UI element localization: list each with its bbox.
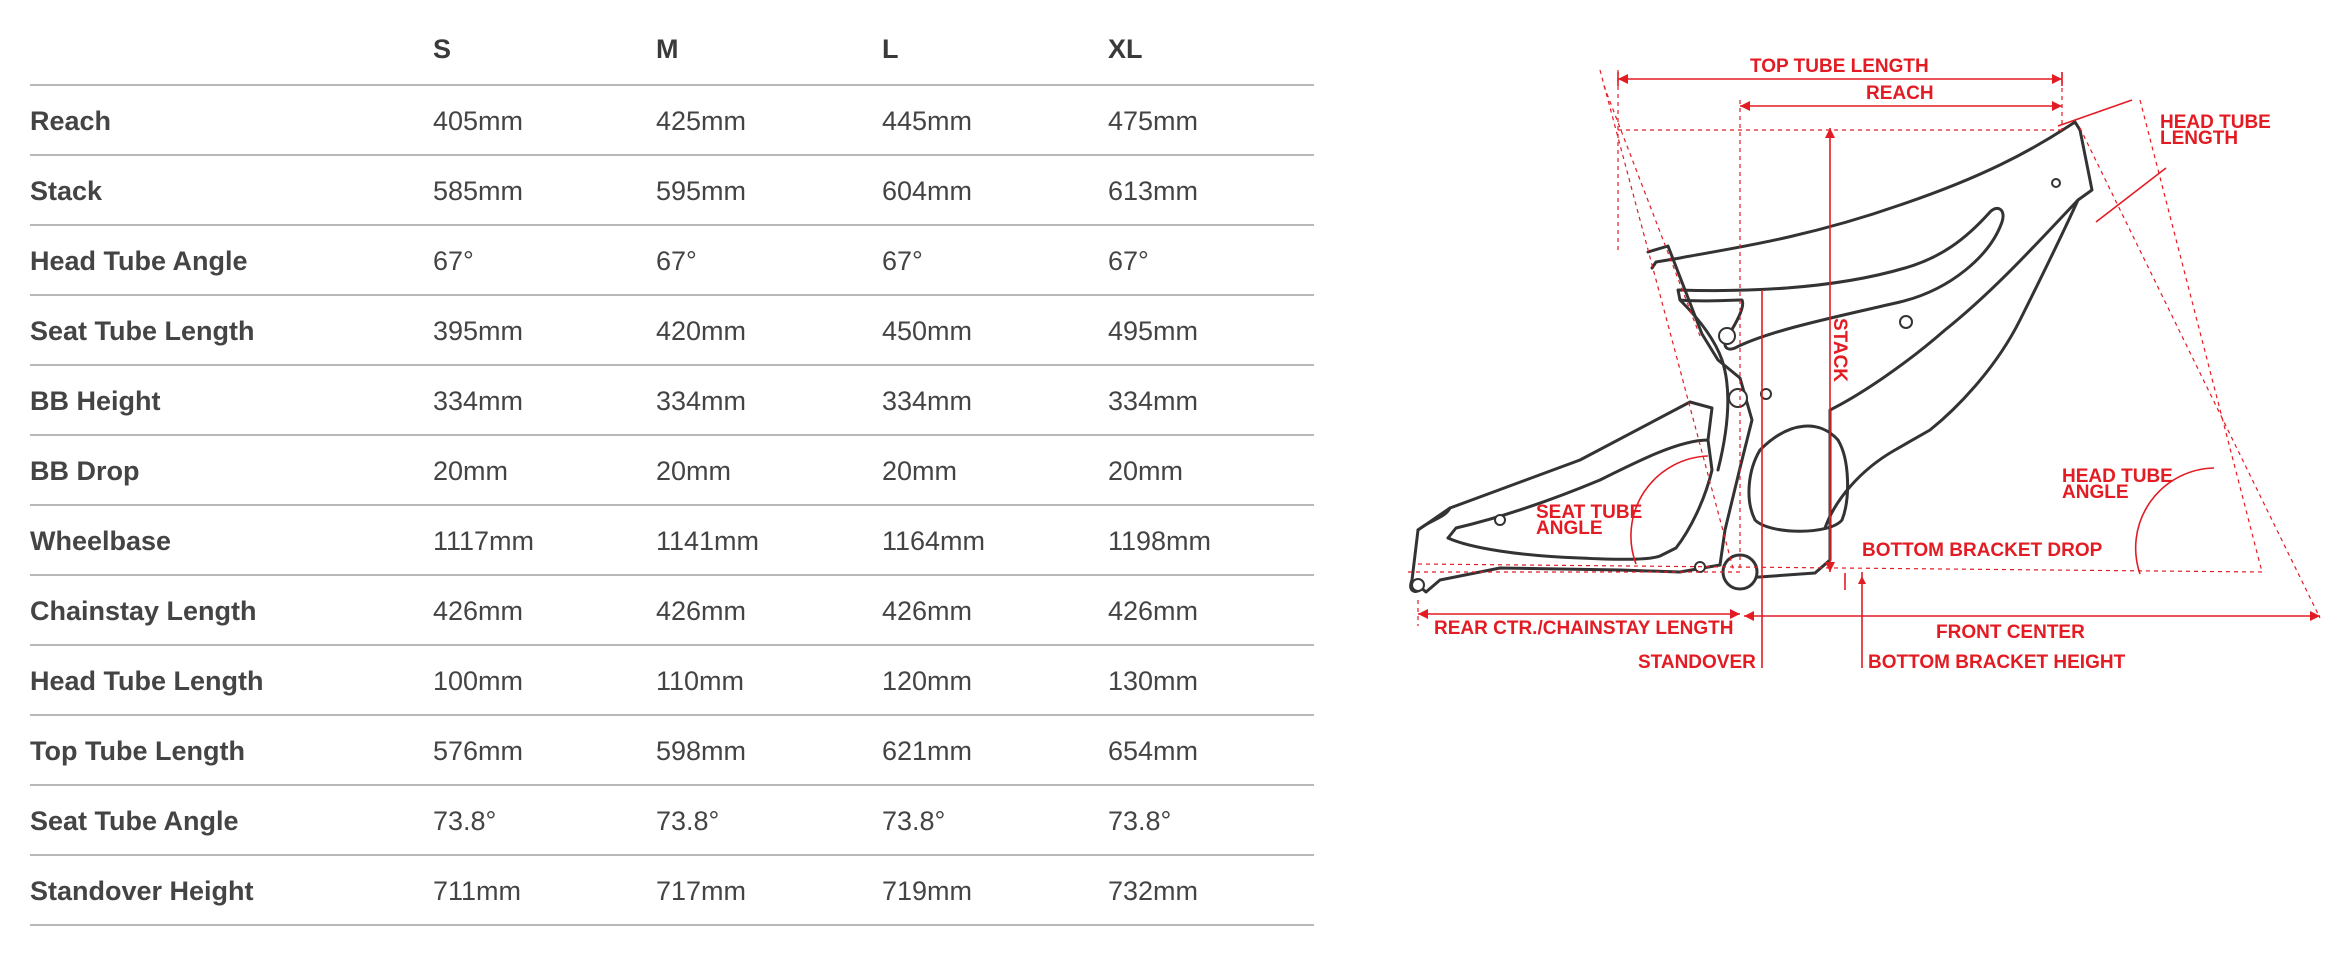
table-cell: 395mm <box>433 316 524 346</box>
table-cell: 426mm <box>1108 596 1199 626</box>
rear-axle <box>1412 579 1424 591</box>
table-cell: 717mm <box>656 876 747 906</box>
table-cell: 67° <box>1108 246 1149 276</box>
row-label: Standover Height <box>30 876 254 906</box>
table-cell: 73.8° <box>1108 806 1172 836</box>
table-cell: 334mm <box>882 386 973 416</box>
table-cell: 450mm <box>882 316 973 346</box>
bottle-boss <box>1900 316 1912 328</box>
row-label: Reach <box>30 106 112 136</box>
chain-stay-inner <box>1448 440 1712 559</box>
table-row <box>30 576 1314 646</box>
seat-tube-angle-arc <box>1631 456 1708 564</box>
row-label: Seat Tube Length <box>30 316 255 346</box>
table-cell: 426mm <box>882 596 973 626</box>
label-head-tube-angle-1: HEAD TUBE <box>2062 466 2173 487</box>
frame-geometry-diagram <box>1396 0 2336 700</box>
table-cell: 67° <box>882 246 923 276</box>
table-cell: 732mm <box>1108 876 1199 906</box>
row-label: Stack <box>30 176 103 206</box>
table-cell: 120mm <box>882 666 973 696</box>
row-label: Top Tube Length <box>30 736 245 766</box>
table-cell: 73.8° <box>656 806 720 836</box>
row-label: Head Tube Angle <box>30 246 248 276</box>
label-stack: STACK <box>1829 318 1850 383</box>
size-header-m: M <box>656 34 679 64</box>
table-row <box>30 716 1314 786</box>
table-cell: 334mm <box>433 386 524 416</box>
down-tube <box>1825 200 2078 528</box>
table-cell: 334mm <box>656 386 747 416</box>
table-cell: 711mm <box>433 876 522 906</box>
table-cell: 445mm <box>882 106 973 136</box>
table-row <box>30 856 1314 926</box>
label-bottom-bracket-drop: BOTTOM BRACKET DROP <box>1862 540 2103 561</box>
table-row <box>30 646 1314 716</box>
table-cell: 73.8° <box>882 806 946 836</box>
table-cell: 420mm <box>656 316 747 346</box>
table-row <box>30 226 1314 296</box>
table-cell: 425mm <box>656 106 747 136</box>
table-header <box>30 0 1314 86</box>
bike-frame-outline <box>1411 122 2092 592</box>
pivot-points <box>1412 179 2060 591</box>
table-cell: 67° <box>656 246 697 276</box>
table-cell: 654mm <box>1108 736 1199 766</box>
row-label: Wheelbase <box>30 526 172 556</box>
pivot-link <box>1729 389 1747 407</box>
label-head-tube-angle-2: ANGLE <box>2062 482 2129 503</box>
table-cell: 585mm <box>433 176 524 206</box>
row-label: Chainstay Length <box>30 596 257 626</box>
label-front-center: FRONT CENTER <box>1936 622 2085 643</box>
table-row <box>30 156 1314 226</box>
table-cell: 604mm <box>882 176 973 206</box>
table-cell: 20mm <box>433 456 509 486</box>
table-cell: 475mm <box>1108 106 1199 136</box>
table-cell: 426mm <box>433 596 524 626</box>
table-row <box>30 86 1314 156</box>
size-header-s: S <box>433 34 452 64</box>
table-cell: 621mm <box>882 736 973 766</box>
table-cell: 334mm <box>1108 386 1199 416</box>
size-header-xl: XL <box>1108 34 1143 64</box>
table-cell: 598mm <box>656 736 747 766</box>
dimension-lines <box>1418 72 2320 668</box>
label-top-tube-length: TOP TUBE LENGTH <box>1750 56 1929 77</box>
table-row <box>30 296 1314 366</box>
row-label: Seat Tube Angle <box>30 806 239 836</box>
table-cell: 1198mm <box>1108 526 1212 556</box>
lower-front-window <box>1749 426 1848 531</box>
table-row <box>30 506 1314 576</box>
chain-stay <box>1412 530 1720 592</box>
table-cell: 613mm <box>1108 176 1199 206</box>
table-row <box>30 436 1314 506</box>
label-bottom-bracket-height: BOTTOM BRACKET HEIGHT <box>1868 652 2126 673</box>
seat-tube-inner <box>1680 300 1728 470</box>
table-cell: 1141mm <box>656 526 760 556</box>
label-seat-tube-angle-2: ANGLE <box>1536 518 1603 539</box>
table-cell: 405mm <box>433 106 524 136</box>
size-header-l: L <box>882 34 899 64</box>
table-cell: 73.8° <box>433 806 497 836</box>
table-cell: 110mm <box>656 666 745 696</box>
label-head-tube-length-1: HEAD TUBE <box>2160 112 2271 133</box>
table-cell: 1164mm <box>882 526 986 556</box>
table-cell: 20mm <box>882 456 958 486</box>
table-cell: 576mm <box>433 736 524 766</box>
dropout-pivot <box>1495 515 1505 525</box>
head-tube-length-line <box>2058 100 2132 126</box>
label-reach: REACH <box>1866 83 1934 104</box>
row-label: BB Height <box>30 386 161 416</box>
table-cell: 20mm <box>656 456 732 486</box>
table-cell: 426mm <box>656 596 747 626</box>
label-rear-center: REAR CTR./CHAINSTAY LENGTH <box>1434 618 1734 639</box>
label-standover: STANDOVER <box>1638 652 1756 673</box>
headtube-port <box>2052 179 2060 187</box>
row-label: BB Drop <box>30 456 140 486</box>
label-head-tube-length-2: LENGTH <box>2160 128 2239 149</box>
pivot-upper <box>1719 328 1735 344</box>
table-cell: 595mm <box>656 176 747 206</box>
label-seat-tube-angle-1: SEAT TUBE <box>1536 502 1643 523</box>
table-cell: 100mm <box>433 666 524 696</box>
table-row <box>30 366 1314 436</box>
table-cell: 495mm <box>1108 316 1199 346</box>
table-cell: 130mm <box>1108 666 1199 696</box>
table-cell: 67° <box>433 246 474 276</box>
row-label: Head Tube Length <box>30 666 264 696</box>
table-cell: 20mm <box>1108 456 1184 486</box>
table-row <box>30 786 1314 856</box>
geometry-table <box>30 0 1314 926</box>
table-cell: 1117mm <box>433 526 535 556</box>
table-cell: 719mm <box>882 876 973 906</box>
